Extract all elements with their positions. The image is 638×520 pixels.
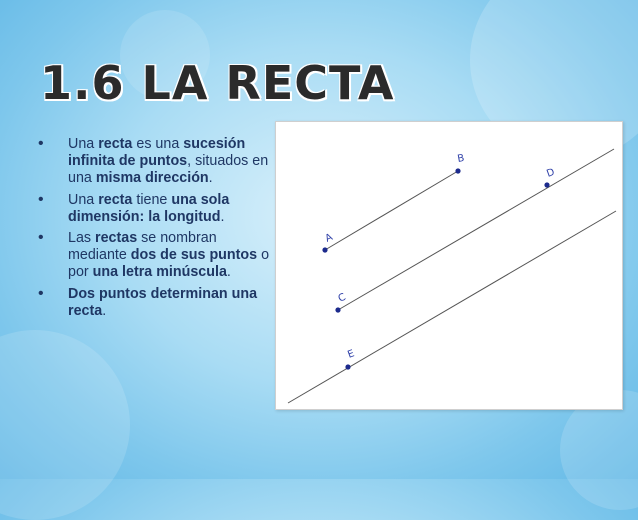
bullet-item bbox=[38, 230, 274, 282]
bullet-text: tiene bbox=[132, 191, 172, 208]
lines-figure bbox=[275, 121, 623, 410]
bullet-text: . bbox=[226, 264, 231, 281]
label-e: E bbox=[346, 348, 356, 361]
line-ab bbox=[325, 171, 458, 250]
background-bokeh bbox=[0, 330, 130, 520]
label-b: B bbox=[456, 152, 466, 165]
bullet-list bbox=[38, 136, 274, 324]
bullet-text: . bbox=[102, 302, 107, 319]
bullet-dot-icon: • bbox=[38, 135, 44, 152]
bullet-bold-text: recta bbox=[98, 136, 133, 152]
bullet-text: , situados en una bbox=[68, 153, 269, 187]
bullet-text: es una bbox=[132, 136, 184, 152]
bullet-item bbox=[38, 136, 274, 188]
label-d: D bbox=[545, 166, 557, 180]
label-c: C bbox=[336, 291, 348, 305]
point-b bbox=[455, 168, 460, 173]
bullet-item bbox=[38, 286, 274, 320]
bullet-dot-icon: • bbox=[38, 229, 44, 247]
bullet-bold-text: sucesión infinita de puntos bbox=[68, 136, 246, 170]
bullet-text: . bbox=[208, 170, 213, 187]
bullet-text: Las bbox=[68, 230, 96, 247]
point-e bbox=[345, 364, 350, 369]
bullet-bold-text: dos de sus puntos bbox=[130, 247, 258, 264]
bullet-bold-text: una letra minúscula bbox=[92, 264, 227, 281]
bullet-bold-text: rectas bbox=[95, 230, 138, 247]
bullet-text: o por bbox=[68, 247, 270, 281]
bullet-bold-text: una sola dimensión: la longitud bbox=[68, 191, 230, 225]
lines-diagram bbox=[276, 122, 622, 409]
bullet-bold-text: recta bbox=[98, 191, 133, 208]
line-cd bbox=[338, 149, 614, 310]
bullet-bold-text: Dos puntos determinan una recta bbox=[68, 285, 258, 319]
slide-title: 1.6 LA RECTA bbox=[40, 56, 395, 110]
label-a: A bbox=[323, 231, 335, 245]
bullet-text: . bbox=[220, 208, 225, 225]
bullet-dot-icon: • bbox=[38, 190, 44, 208]
bullet-text: se nombran mediante bbox=[68, 230, 217, 264]
bullet-bold-text: misma dirección bbox=[95, 170, 209, 187]
point-c bbox=[335, 307, 340, 312]
point-d bbox=[544, 182, 549, 187]
line-e bbox=[288, 211, 616, 403]
bullet-dot-icon: • bbox=[38, 284, 44, 302]
bullet-item bbox=[38, 192, 274, 226]
bullet-text: Una bbox=[68, 136, 99, 152]
bullet-text: Una bbox=[68, 191, 99, 208]
point-a bbox=[322, 247, 327, 252]
